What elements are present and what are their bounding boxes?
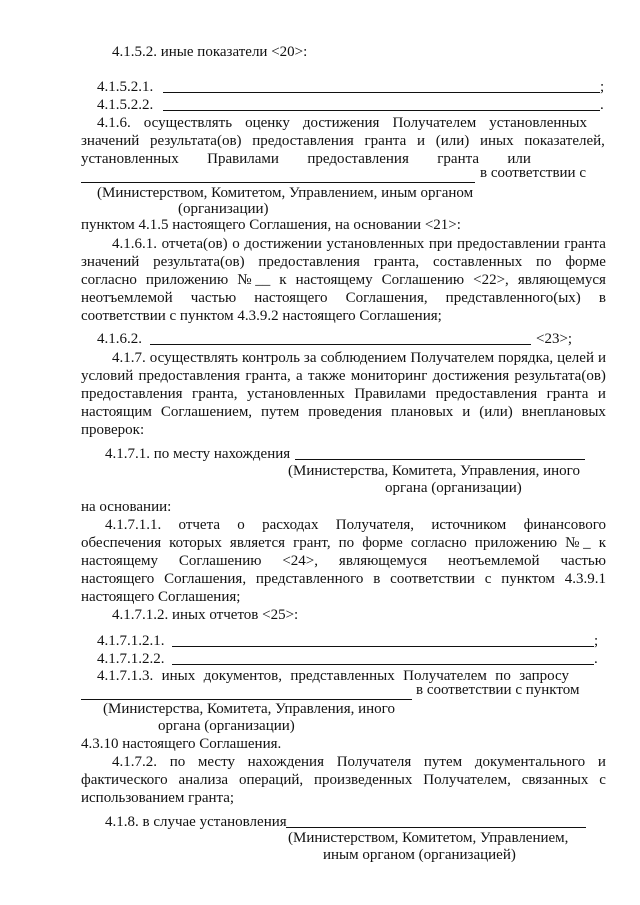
clause-4-1-6-1-line5: соответствии с пунктом 4.3.9.2 настоящего Соглашения; — [81, 308, 442, 324]
clause-4-1-6-1-line1: 4.1.6.1. отчета(ов) о достижении установленных при предоставлении гранта — [112, 236, 606, 252]
clause-4-1-7-1-basis: на основании: — [81, 499, 172, 515]
clause-4-1-7-1-1-line5: настоящего Соглашения; — [81, 589, 241, 605]
clause-4-1-6-1-line4: неотъемлемой частью настоящего Соглашения, представленного(ых) в — [81, 290, 606, 306]
fill-in-line — [81, 699, 412, 700]
fill-in-line — [172, 646, 594, 647]
clause-4-1-7-line1: 4.1.7. осуществлять контроль за соблюдением Получателем порядка, целей и — [112, 350, 606, 366]
footnote-ref-23: <23>; — [536, 331, 573, 347]
clause-4-1-6-1-line3: согласно приложению № __ к настоящему Соглашению <22>, являющемуся — [81, 272, 606, 288]
clause-4-1-6-1-line2: значений результата(ов) предоставления гранта, составленных по форме — [81, 254, 606, 270]
caption-authority: (Министерством, Комитетом, Управлением, — [288, 830, 569, 846]
clause-4-1-5-2-heading: 4.1.5.2. иные показатели <20>: — [112, 44, 308, 60]
clause-4-1-7-1-3-line2-tail: в соответствии с пунктом — [416, 682, 580, 698]
fill-in-line — [150, 344, 531, 345]
fill-in-line — [81, 182, 475, 183]
caption-organization: (организации) — [178, 201, 269, 217]
clause-4-1-7-line2: условий предоставления гранта, а также мониторинг достижения результата(ов) — [81, 368, 606, 384]
clause-4-1-6-line2: значений результата(ов) предоставления гранта и (или) иных показателей, — [81, 133, 605, 149]
fill-in-line — [172, 664, 594, 665]
clause-4-1-7-line5: проверок: — [81, 422, 145, 438]
clause-4-1-6-line5: пунктом 4.1.5 настоящего Соглашения, на основании <21>: — [81, 217, 461, 233]
caption-organization: органа (организации) — [158, 718, 295, 734]
fill-in-line — [286, 827, 586, 828]
caption-authority: (Министерства, Комитета, Управления, иного — [288, 463, 580, 479]
clause-4-1-6-line1: 4.1.6. осуществлять оценку достижения Получателем установленных — [97, 115, 587, 131]
fill-in-line — [163, 92, 600, 93]
clause-4-1-7-line4: настоящим Соглашением, путем проведения плановых и (или) внеплановых — [81, 404, 606, 420]
clause-4-1-7-2-line3: использованием гранта; — [81, 790, 235, 806]
clause-4-1-7-1-2-2-label: 4.1.7.1.2.2. — [97, 651, 165, 667]
clause-4-1-7-2-line2: фактического анализа операций, произведенных Получателем, связанных с — [81, 772, 606, 788]
clause-4-1-8-label: 4.1.8. в случае установления — [105, 814, 287, 830]
clause-4-1-5-2-2-label: 4.1.5.2.2. — [97, 97, 154, 113]
clause-4-1-6-line4-tail: в соответствии с — [480, 165, 586, 181]
clause-4-1-7-1-3-line1: 4.1.7.1.3. иных документов, представленных Получателем по запросу — [97, 668, 569, 684]
caption-organization: органа (организации) — [385, 480, 522, 496]
clause-4-1-7-1-1-line4: настоящего Соглашения, представленного в соответствии с пунктом 4.3.9.1 — [81, 571, 606, 587]
clause-4-1-7-1-2-1-label: 4.1.7.1.2.1. — [97, 633, 165, 649]
clause-4-1-7-1-1-line2: обеспечения которых является грант, по форме согласно приложению № _ к — [81, 535, 606, 551]
caption-authority: (Министерством, Комитетом, Управлением, иным органом — [97, 185, 474, 201]
clause-4-1-6-2-label: 4.1.6.2. — [97, 331, 142, 347]
fill-in-line — [163, 110, 600, 111]
clause-4-1-7-1-1-line1: 4.1.7.1.1. отчета о расходах Получателя, источником финансового — [105, 517, 606, 533]
fill-in-line — [295, 459, 585, 460]
clause-4-1-7-1-label: 4.1.7.1. по месту нахождения — [105, 446, 291, 462]
clause-4-1-7-1-3-line3: 4.3.10 настоящего Соглашения. — [81, 736, 282, 752]
line-end-semicolon: ; — [594, 633, 599, 649]
clause-4-1-6-line3: установленных Правилами предоставления гранта или — [81, 151, 531, 167]
clause-4-1-7-1-2-heading: 4.1.7.1.2. иных отчетов <25>: — [112, 607, 299, 623]
line-end-period: . — [594, 651, 598, 667]
clause-4-1-7-2-line1: 4.1.7.2. по месту нахождения Получателя путем документального и — [112, 754, 606, 770]
caption-organization: иным органом (организацией) — [323, 847, 516, 863]
caption-authority: (Министерства, Комитета, Управления, иного — [103, 701, 395, 717]
line-end-period: . — [600, 97, 604, 113]
line-end-semicolon: ; — [600, 79, 605, 95]
clause-4-1-7-line3: предоставления гранта, установленных Правилами предоставления гранта и — [81, 386, 606, 402]
clause-4-1-7-1-1-line3: настоящему Соглашению <24>, являющемуся неотъемлемой частью — [81, 553, 606, 569]
clause-4-1-5-2-1-label: 4.1.5.2.1. — [97, 79, 154, 95]
